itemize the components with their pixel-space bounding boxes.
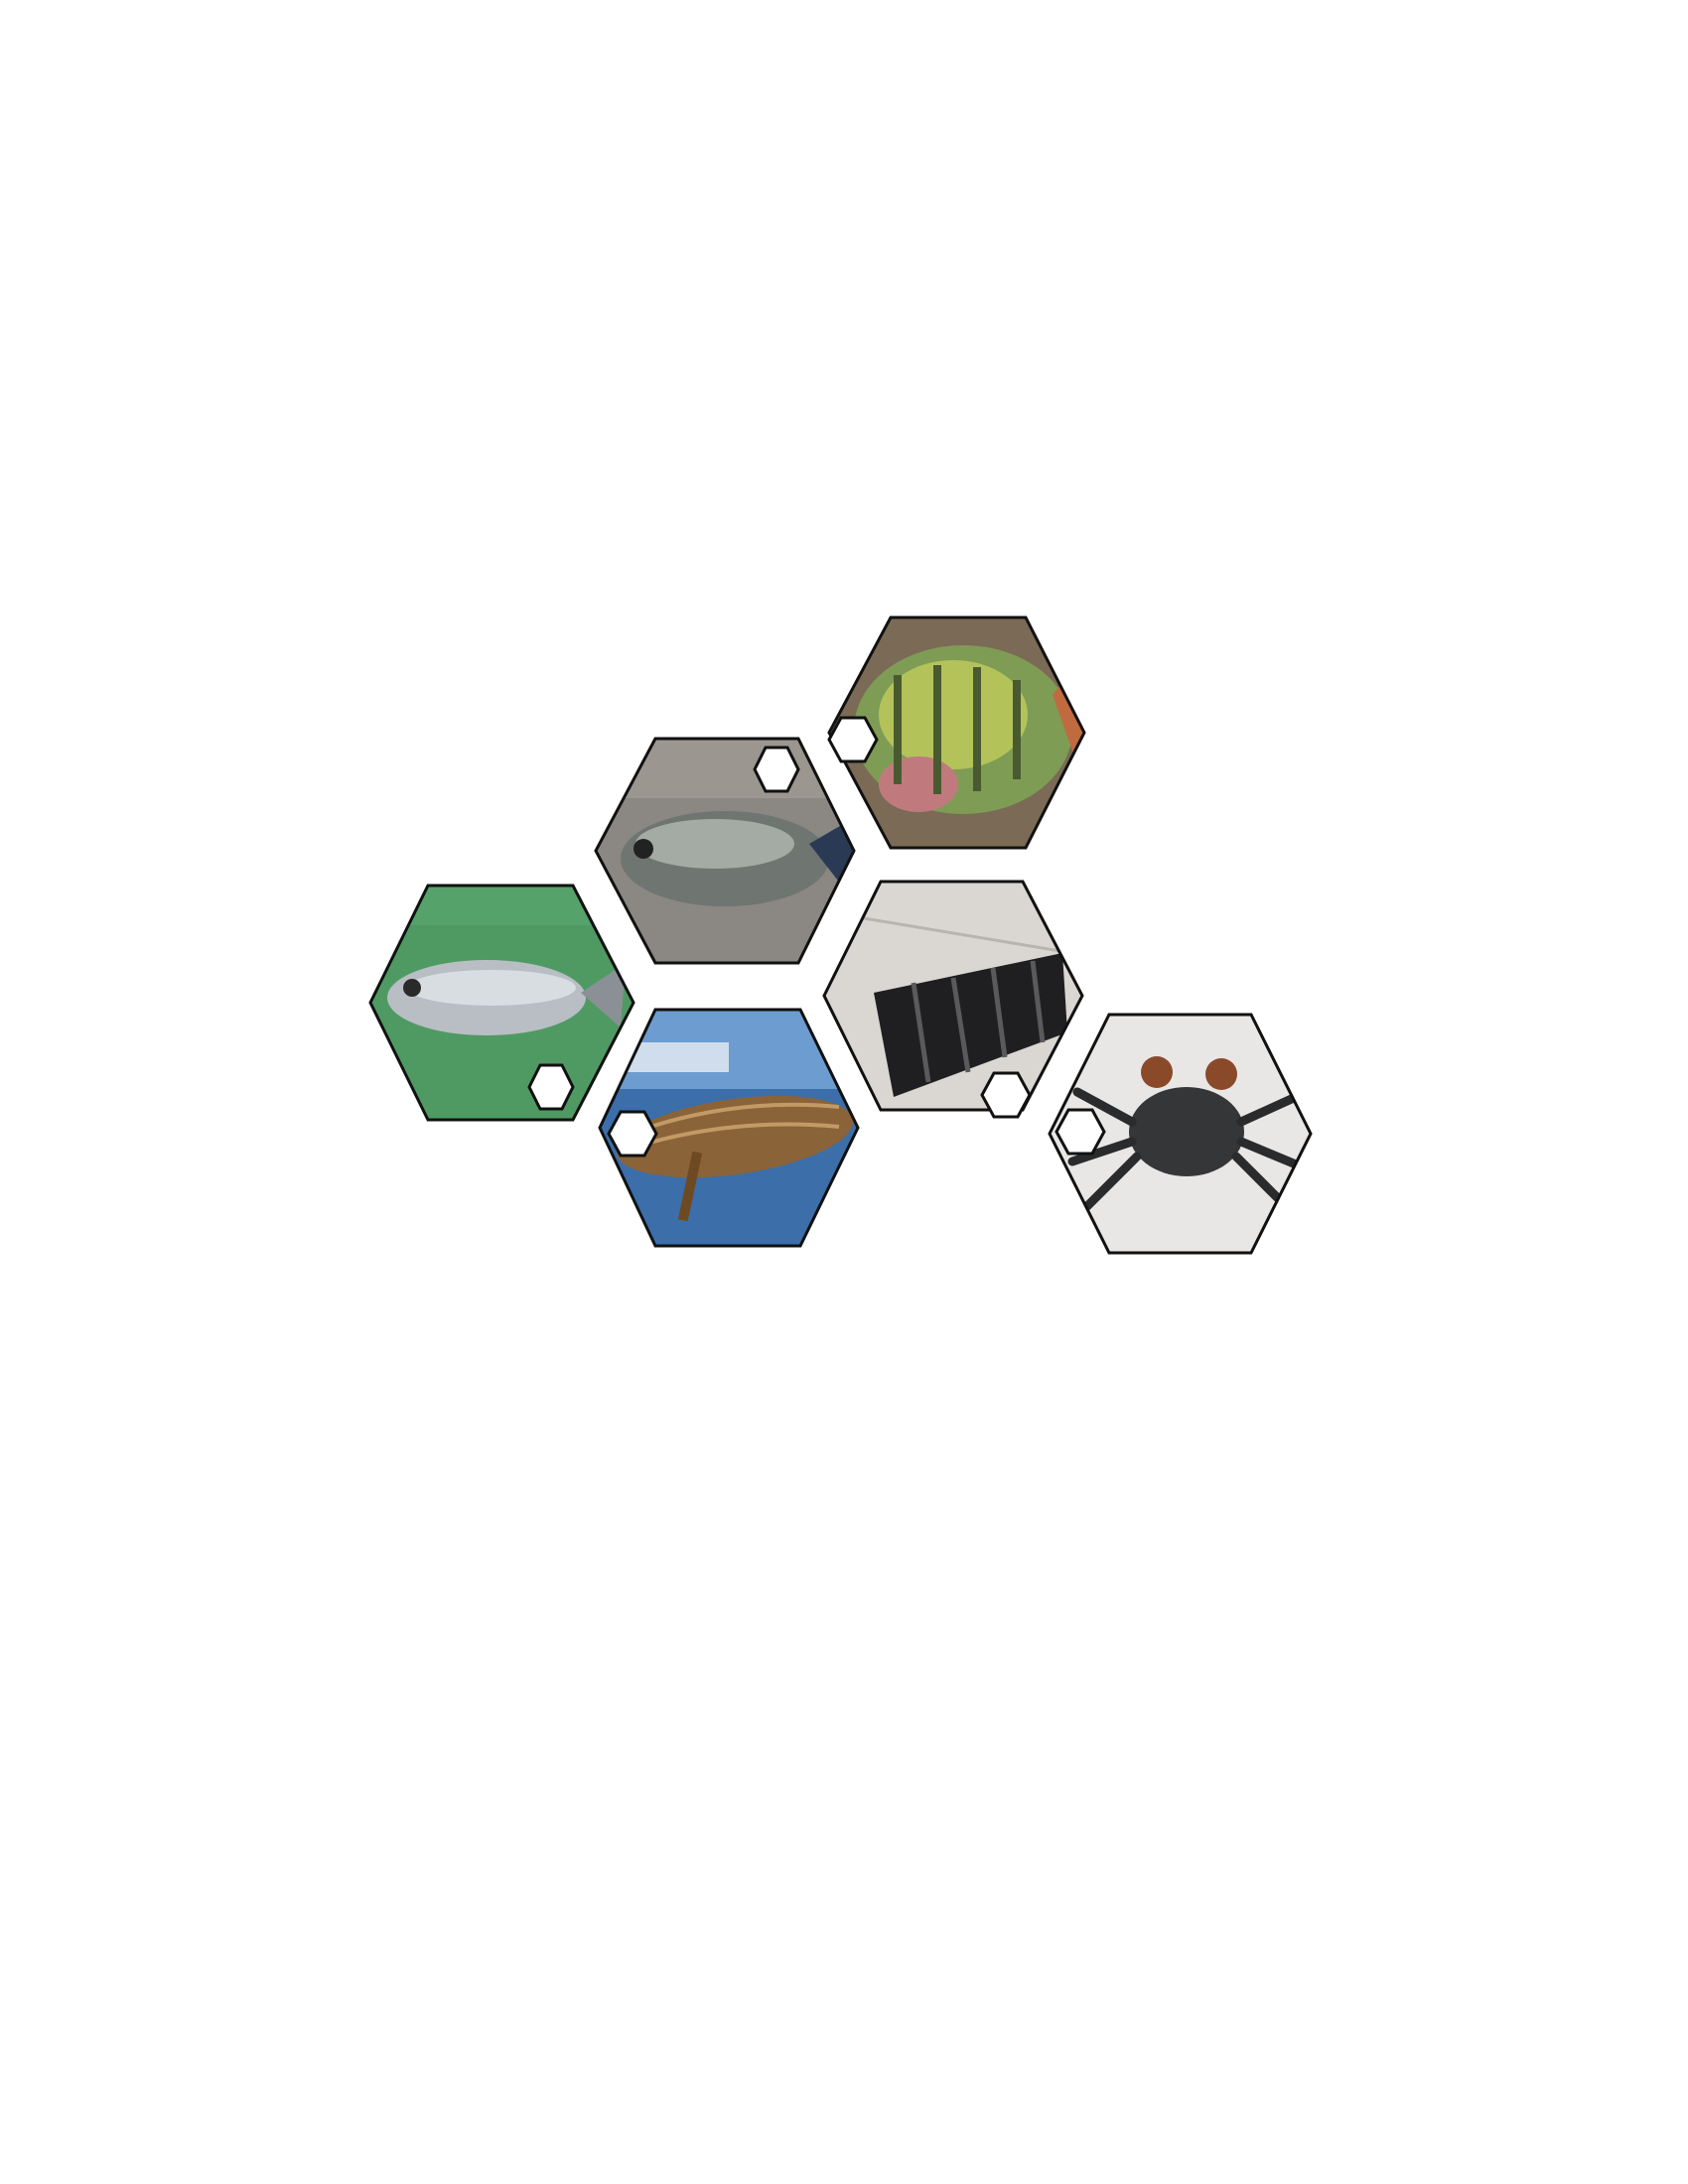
hexagon-badge-icon	[1056, 1110, 1104, 1154]
hexagon-badge-icon	[829, 718, 877, 761]
hexagon-badge-icon	[609, 1112, 656, 1156]
hexagon-badge-icon	[529, 1065, 573, 1109]
hexagon-badge-icon	[982, 1073, 1030, 1117]
hexagon-badge-icon	[755, 748, 798, 791]
